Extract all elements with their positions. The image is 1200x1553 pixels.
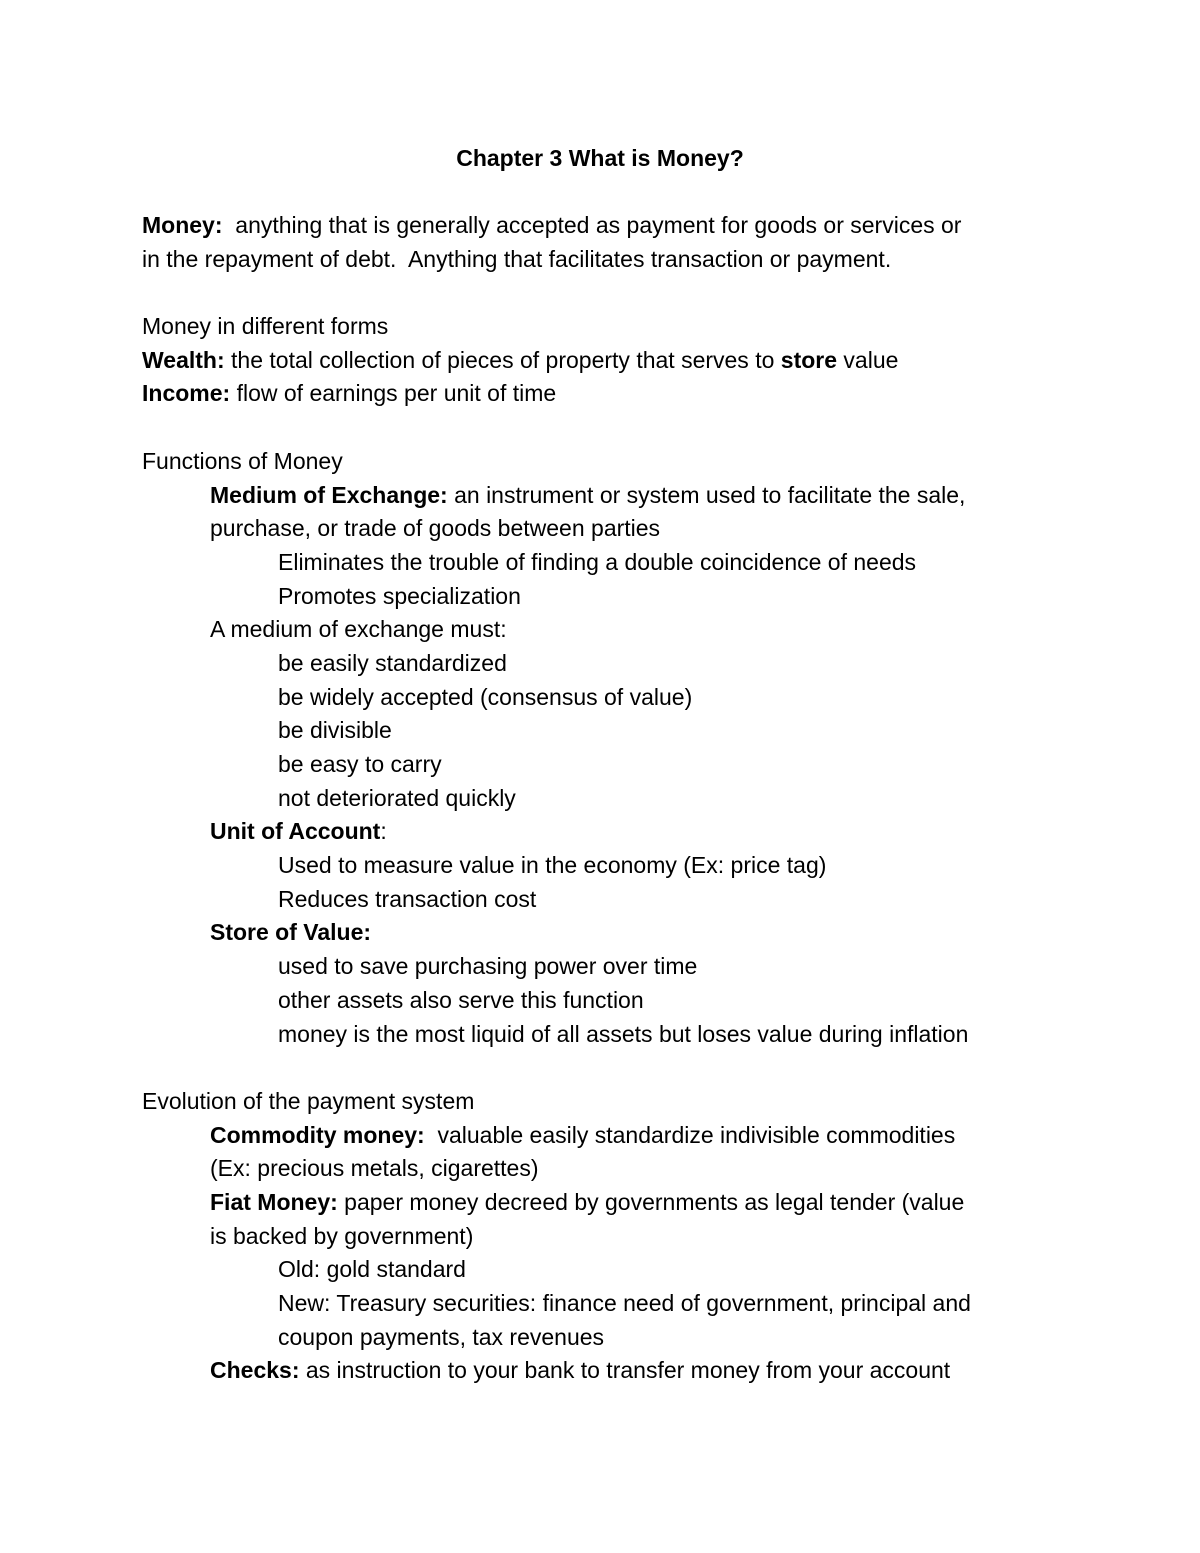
spacer (142, 276, 1062, 310)
store-term: Store of Value: (210, 919, 372, 946)
store-point: other assets also serve this function (278, 986, 644, 1013)
medium-term: Medium of Exchange: (210, 481, 448, 508)
must-item: be divisible (278, 717, 392, 744)
fiat-new-2: coupon payments, tax revenues (278, 1323, 605, 1350)
must-item: not deteriorated quickly (278, 784, 516, 811)
money-definition-text-1: anything that is generally accepted as payment for goods or services or (222, 212, 962, 238)
checks-term: Checks: (210, 1357, 300, 1384)
medium-must-label: A medium of exchange must: (210, 616, 507, 643)
wealth-term: Wealth: (142, 346, 225, 373)
income-line (142, 377, 1062, 411)
functions-heading: Functions of Money (142, 447, 343, 474)
must-item: be easy to carry (278, 751, 442, 777)
store-point: used to save purchasing power over time (278, 953, 698, 980)
unit-of-account-line (142, 815, 1062, 849)
fiat-text-1: paper money decreed by governments as legal tender (value (337, 1188, 965, 1215)
must-item: be widely accepted (consensus of value) (278, 683, 693, 710)
money-definition-text-2: in the repayment of debt. Anything that facilitates transaction or payment. (142, 245, 892, 272)
fiat-term: Fiat Money: (210, 1188, 338, 1215)
wealth-bold-word: store (780, 346, 838, 373)
unit-term: Unit of Account (210, 818, 381, 845)
wealth-line (142, 344, 1062, 378)
fiat-old: Old: gold standard (278, 1256, 466, 1283)
spacer (142, 1051, 1062, 1085)
income-term: Income: (142, 380, 231, 407)
fiat-line-2: is backed by government) (210, 1222, 474, 1249)
commodity-term: Commodity money: (210, 1121, 425, 1148)
spacer (142, 411, 1062, 445)
unit-point: Reduces transaction cost (278, 885, 537, 912)
wealth-text-after: value (837, 346, 899, 373)
commodity-text-1: valuable easily standardize indivisible commodities (424, 1121, 956, 1148)
evolution-heading: Evolution of the payment system (142, 1087, 475, 1114)
page-title: Chapter 3 What is Money? (456, 145, 744, 171)
fiat-new-1: New: Treasury securities: finance need of government, principal and (278, 1290, 971, 1316)
medium-text-1: an instrument or system used to facilitate the sale, (447, 481, 966, 508)
medium-line-1 (142, 479, 1062, 513)
unit-suffix: : (380, 818, 387, 845)
must-item: be easily standardized (278, 649, 507, 676)
store-point: money is the most liquid of all assets but loses value during inflation (278, 1020, 969, 1047)
wealth-text-before: the total collection of pieces of property that serves to (224, 346, 781, 373)
medium-point: Promotes specialization (278, 582, 521, 609)
income-text: flow of earnings per unit of time (230, 380, 557, 407)
commodity-line-1 (142, 1119, 1062, 1153)
store-of-value-line (142, 916, 1062, 950)
medium-point: Eliminates the trouble of finding a double coincidence of needs (278, 548, 917, 575)
unit-point: Used to measure value in the economy (Ex: price tag) (278, 852, 827, 879)
money-term: Money: (142, 212, 223, 238)
document-body (142, 209, 1062, 1388)
money-definition-line-2 (142, 243, 1062, 277)
money-definition-line-1 (142, 209, 1062, 243)
fiat-line-1 (142, 1186, 1062, 1220)
medium-line-2: purchase, or trade of goods between parties (210, 515, 661, 542)
commodity-line-2: (Ex: precious metals, cigarettes) (210, 1155, 539, 1182)
checks-text: as instruction to your bank to transfer money from your account (299, 1357, 951, 1384)
checks-line (142, 1354, 1062, 1388)
forms-heading: Money in different forms (142, 313, 389, 340)
